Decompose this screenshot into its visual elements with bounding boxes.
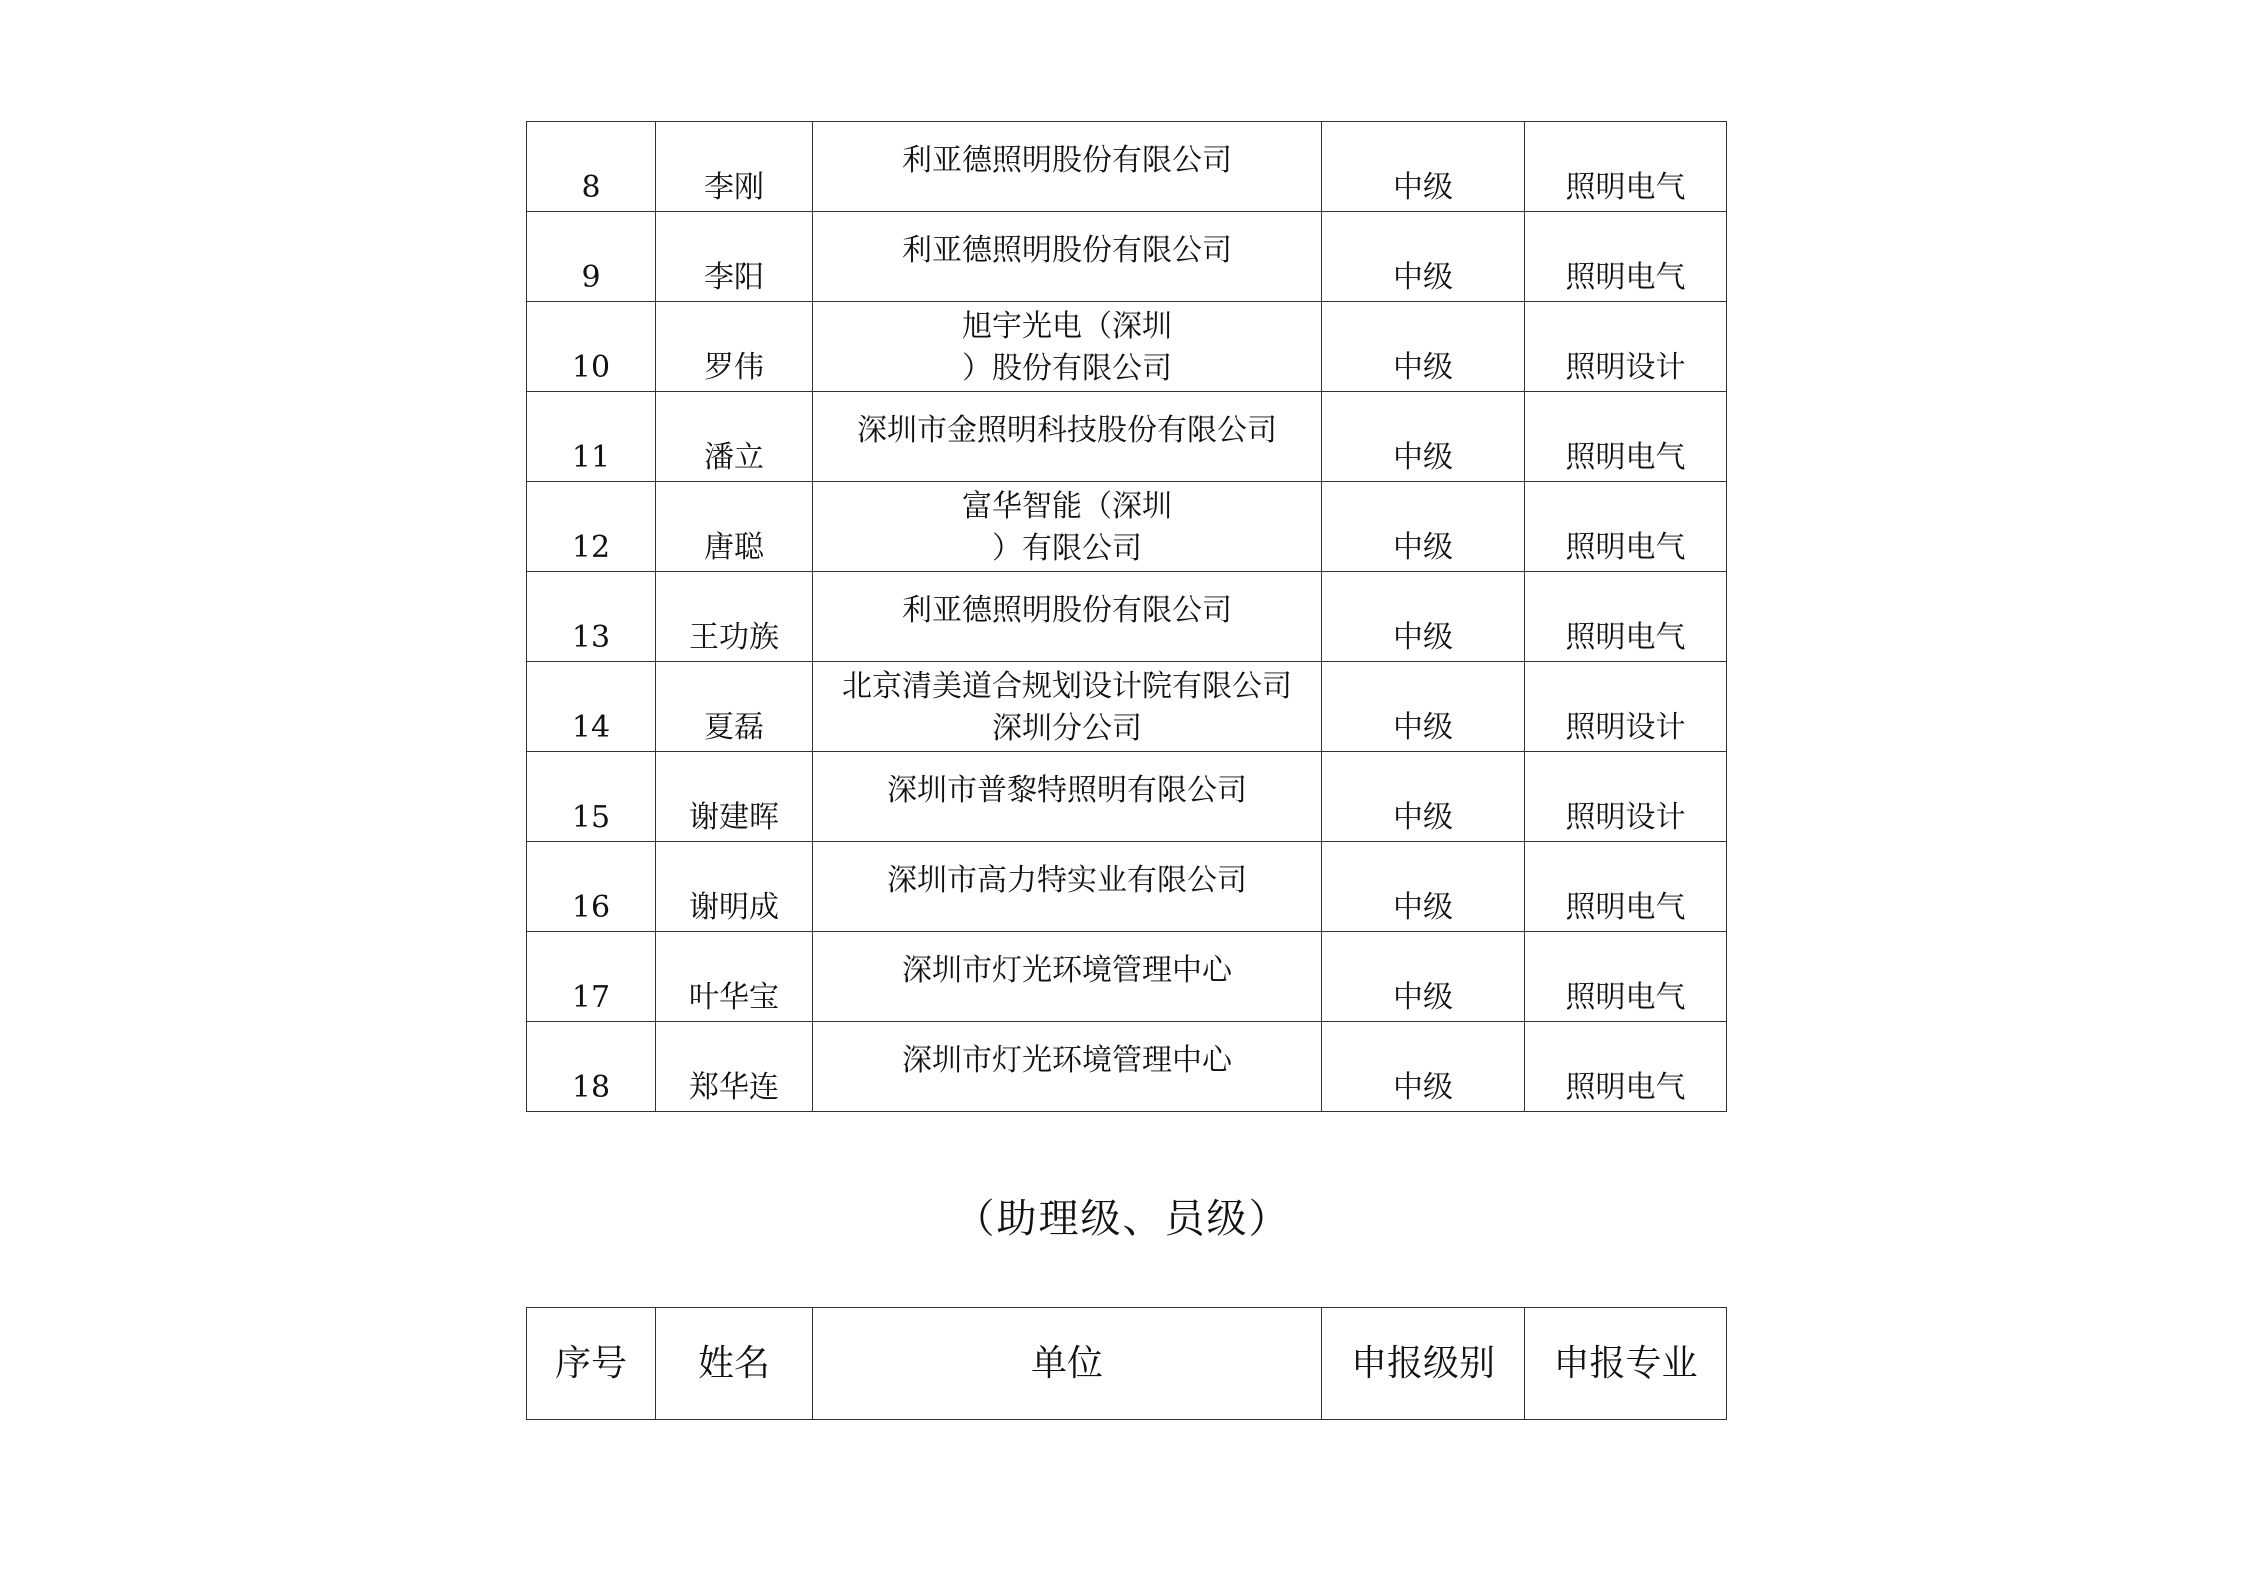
row-number: 15	[527, 752, 656, 842]
table-row	[527, 392, 1727, 482]
unit-line: 利亚德照明股份有限公司	[902, 233, 1232, 268]
table-row	[527, 842, 1727, 932]
row-number: 18	[527, 1022, 656, 1112]
declared-major: 照明电气	[1525, 482, 1727, 572]
declared-level: 中级	[1322, 842, 1525, 932]
declared-major: 照明电气	[1525, 932, 1727, 1022]
unit-cell	[813, 212, 1322, 302]
applicant-name: 郑华连	[656, 1022, 813, 1112]
unit-line: 利亚德照明股份有限公司	[902, 143, 1232, 178]
declared-level: 中级	[1322, 122, 1525, 212]
row-number: 16	[527, 842, 656, 932]
unit-line: 北京清美道合规划设计院有限公司	[842, 669, 1292, 704]
declared-major: 照明电气	[1525, 212, 1727, 302]
declared-level: 中级	[1322, 662, 1525, 752]
declared-major: 照明电气	[1525, 1022, 1727, 1112]
unit-line: ）股份有限公司	[962, 351, 1172, 386]
table-row	[527, 122, 1727, 212]
applicant-name: 罗伟	[656, 302, 813, 392]
unit-line: 深圳市高力特实业有限公司	[887, 863, 1247, 898]
declared-major: 照明电气	[1525, 842, 1727, 932]
unit-cell	[813, 302, 1322, 392]
table-header-row	[527, 1308, 1727, 1420]
declared-level: 中级	[1322, 572, 1525, 662]
table-row	[527, 302, 1727, 392]
unit-cell	[813, 1022, 1322, 1112]
unit-cell	[813, 122, 1322, 212]
column-header-number: 序号	[527, 1308, 656, 1420]
unit-line: 深圳市金照明科技股份有限公司	[857, 413, 1277, 448]
declared-major: 照明电气	[1525, 122, 1727, 212]
declared-level: 中级	[1322, 1022, 1525, 1112]
declared-major: 照明电气	[1525, 572, 1727, 662]
unit-cell	[813, 842, 1322, 932]
junior-applicant-table	[526, 1307, 1727, 1420]
unit-line: 深圳市灯光环境管理中心	[902, 953, 1232, 988]
section-subheading: （助理级、员级）	[954, 1196, 1291, 1242]
column-header-level: 申报级别	[1322, 1308, 1525, 1420]
applicant-name: 叶华宝	[656, 932, 813, 1022]
unit-cell	[813, 752, 1322, 842]
unit-cell	[813, 482, 1322, 572]
row-number: 12	[527, 482, 656, 572]
unit-cell	[813, 392, 1322, 482]
declared-level: 中级	[1322, 752, 1525, 842]
unit-line: 旭宇光电（深圳	[962, 309, 1172, 344]
column-header-name: 姓名	[656, 1308, 813, 1420]
unit-line: 深圳市普黎特照明有限公司	[887, 773, 1247, 808]
unit-line: 深圳分公司	[992, 711, 1142, 746]
row-number: 17	[527, 932, 656, 1022]
declared-level: 中级	[1322, 212, 1525, 302]
applicant-name: 李阳	[656, 212, 813, 302]
table-row	[527, 662, 1727, 752]
declared-level: 中级	[1322, 392, 1525, 482]
declared-level: 中级	[1322, 932, 1525, 1022]
table-row	[527, 752, 1727, 842]
applicant-name: 潘立	[656, 392, 813, 482]
declared-major: 照明设计	[1525, 662, 1727, 752]
row-number: 9	[527, 212, 656, 302]
table-row	[527, 572, 1727, 662]
table-row	[527, 212, 1727, 302]
declared-level: 中级	[1322, 302, 1525, 392]
table-row	[527, 482, 1727, 572]
column-header-major: 申报专业	[1525, 1308, 1727, 1420]
column-header-unit: 单位	[813, 1308, 1322, 1420]
declared-major: 照明设计	[1525, 752, 1727, 842]
unit-line: ）有限公司	[992, 531, 1142, 566]
unit-cell	[813, 662, 1322, 752]
unit-line: 深圳市灯光环境管理中心	[902, 1043, 1232, 1078]
unit-cell	[813, 932, 1322, 1022]
unit-cell	[813, 572, 1322, 662]
applicant-name: 谢明成	[656, 842, 813, 932]
applicant-table-body	[527, 122, 1727, 1112]
applicant-name: 王功族	[656, 572, 813, 662]
row-number: 13	[527, 572, 656, 662]
row-number: 8	[527, 122, 656, 212]
declared-major: 照明设计	[1525, 302, 1727, 392]
row-number: 14	[527, 662, 656, 752]
applicant-table	[526, 121, 1727, 1112]
table-row	[527, 1022, 1727, 1112]
row-number: 10	[527, 302, 656, 392]
table-row	[527, 932, 1727, 1022]
declared-major: 照明电气	[1525, 392, 1727, 482]
applicant-name: 唐聪	[656, 482, 813, 572]
applicant-name: 夏磊	[656, 662, 813, 752]
unit-line: 富华智能（深圳	[962, 489, 1172, 524]
applicant-name: 谢建晖	[656, 752, 813, 842]
unit-line: 利亚德照明股份有限公司	[902, 593, 1232, 628]
declared-level: 中级	[1322, 482, 1525, 572]
applicant-name: 李刚	[656, 122, 813, 212]
row-number: 11	[527, 392, 656, 482]
